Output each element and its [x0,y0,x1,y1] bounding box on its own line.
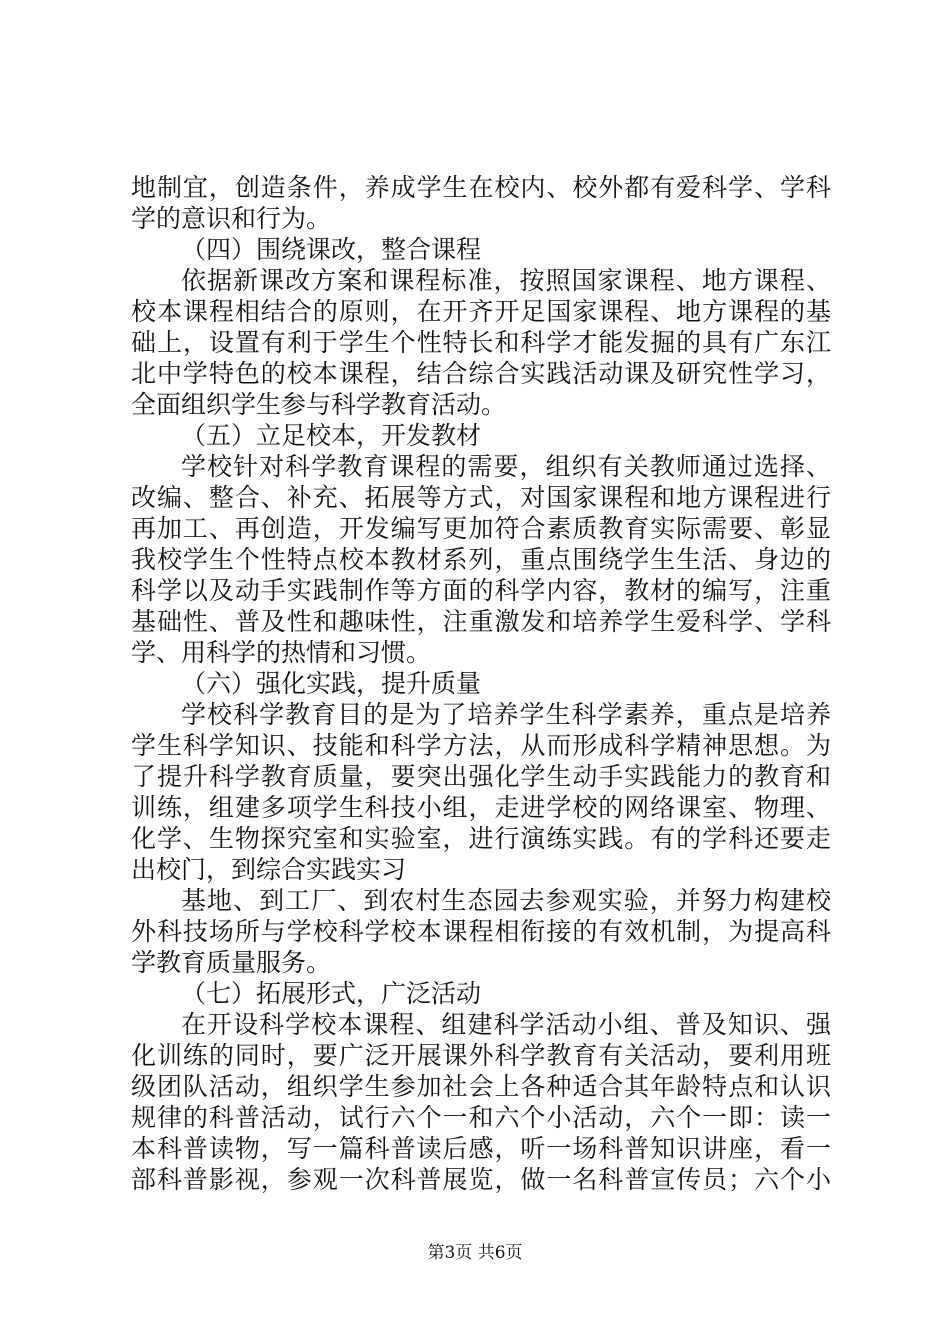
paragraph-first-line: 学校科学教育目的是为了培养学生科学素养，重点是培养 [181,700,831,729]
page-footer: 第3页 共6页 [427,1243,523,1263]
paragraph-line: 学的意识和行为。 [131,204,332,233]
document-body [131,172,831,1195]
paragraph-first-line: （五）立足校本，开发教材 [181,421,482,450]
paragraph-line: 本科普读物，写一篇科普读后感，听一场科普知识讲座，看一 [131,1134,831,1163]
paragraph-line: 学、用科学的热情和习惯。 [131,638,432,667]
paragraph-line: 再加工、再创造，开发编写更加符合素质教育实际需要、彰显 [131,514,831,543]
paragraph-line: 部科普影视，参观一次科普展览，做一名科普宣传员；六个小 [131,1165,831,1194]
paragraph-line: 全面组织学生参与科学教育活动。 [131,390,507,419]
paragraph-line: 础上，设置有利于学生个性特长和科学才能发掘的具有广东江 [131,328,831,357]
paragraph-line: 训练，组建多项学生科技小组，走进学校的网络课室、物理、 [131,793,831,822]
paragraph-line: 北中学特色的校本课程，结合综合实践活动课及研究性学习， [131,359,831,388]
paragraph-line: 了提升科学教育质量，要突出强化学生动手实践能力的教育和 [131,762,831,791]
paragraph-line: 学生科学知识、技能和科学方法，从而形成科学精神思想。为 [131,731,831,760]
paragraph-first-line: （四）围绕课改，整合课程 [181,235,482,264]
paragraph-line: 化训练的同时，要广泛开展课外科学教育有关活动，要利用班 [131,1041,831,1070]
paragraph-first-line: 在开设科学校本课程、组建科学活动小组、普及知识、强 [181,1010,831,1039]
paragraph-line: 改编、整合、补充、拓展等方式，对国家课程和地方课程进行 [131,483,831,512]
paragraph-first-line: （六）强化实践，提升质量 [181,669,482,698]
paragraph-line: 外科技场所与学校科学校本课程相衔接的有效机制，为提高科 [131,917,831,946]
paragraph-first-line: 依据新课改方案和课程标准，按照国家课程、地方课程、 [181,266,831,295]
paragraph-first-line: 学校针对科学教育课程的需要，组织有关教师通过选择、 [181,452,831,481]
paragraph-first-line: （七）拓展形式，广泛活动 [181,979,482,1008]
paragraph-line: 规律的科普活动，试行六个一和六个小活动，六个一即：读一 [131,1103,831,1132]
paragraph-line: 科学以及动手实践制作等方面的科学内容，教材的编写，注重 [131,576,831,605]
paragraph-first-line: 基地、到工厂、到农村生态园去参观实验，并努力构建校 [181,886,831,915]
paragraph-line: 学教育质量服务。 [131,948,332,977]
paragraph-line: 级团队活动，组织学生参加社会上各种适合其年龄特点和认识 [131,1072,831,1101]
paragraph-line: 我校学生个性特点校本教材系列，重点围绕学生生活、身边的 [131,545,831,574]
paragraph-line: 出校门，到综合实践实习 [131,855,407,884]
paragraph-line: 化学、生物探究室和实验室，进行演练实践。有的学科还要走 [131,824,831,853]
paragraph-line: 校本课程相结合的原则，在开齐开足国家课程、地方课程的基 [131,297,831,326]
paragraph-line: 基础性、普及性和趣味性，注重激发和培养学生爱科学、学科 [131,607,831,636]
paragraph-line: 地制宜，创造条件，养成学生在校内、校外都有爱科学、学科 [131,173,831,202]
